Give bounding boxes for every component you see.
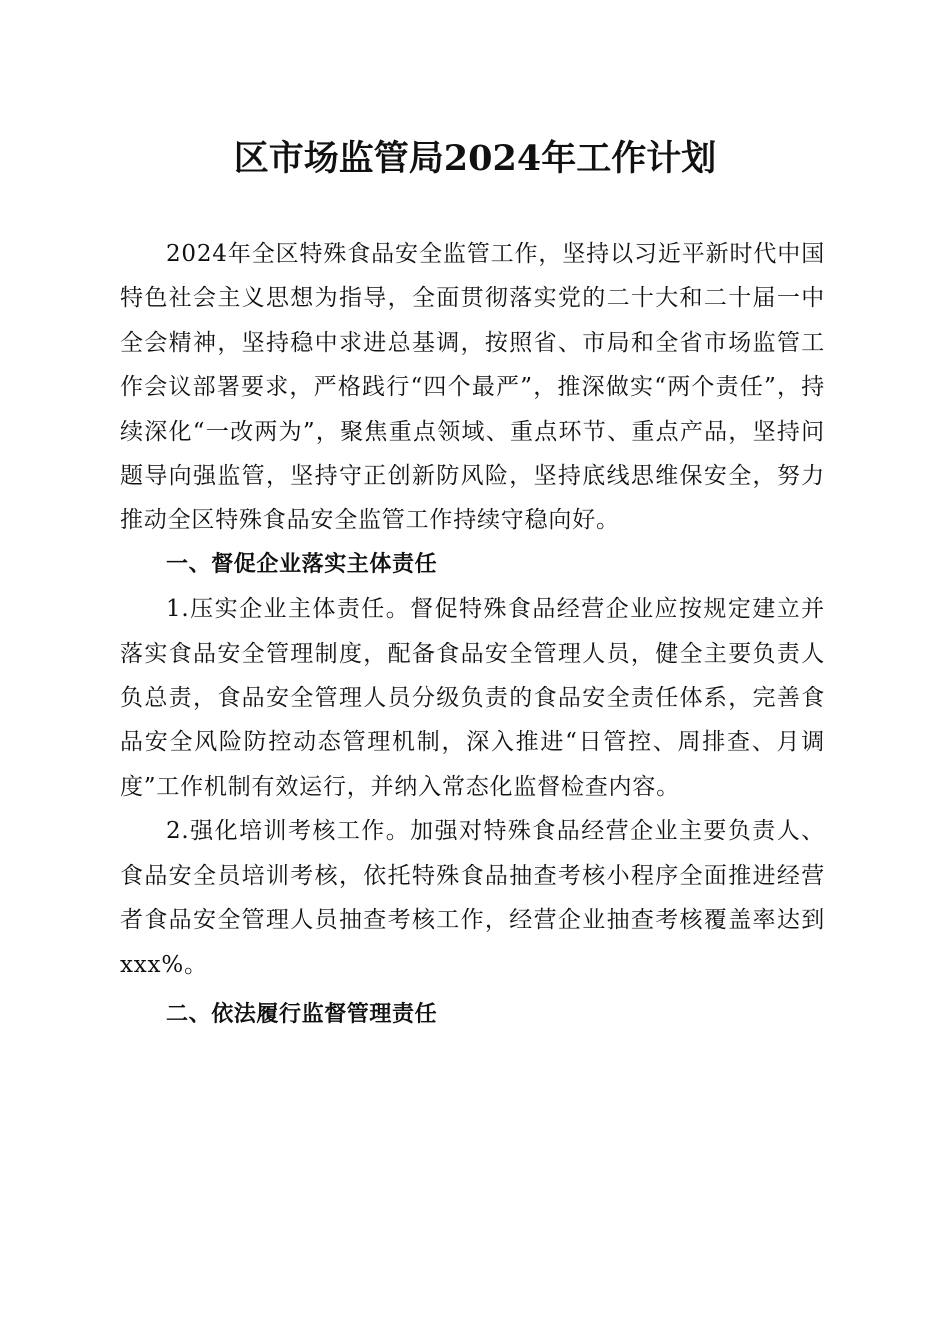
section-1-paragraph-2: 2.强化培训考核工作。加强对特殊食品经营企业主要负责人、食品安全员培训考核，依托特殊食品抽查考核小程序全面推进经营者食品安全管理人员抽查考核工作，经营企业抽查考核覆盖率达到xxx%。 (120, 818, 825, 978)
document-title: 区市场监管局2024年工作计划 (233, 138, 717, 179)
section-heading-1: 一、督促企业落实主体责任 (166, 551, 438, 577)
section-heading-2: 二、依法履行监督管理责任 (166, 1001, 438, 1027)
document-body (120, 232, 825, 1037)
section-1-paragraph-1: 1.压实企业主体责任。督促特殊食品经营企业应按规定建立并落实食品安全管理制度，配备食品安全管理人员，健全主要负责人负总责，食品安全管理人员分级负责的食品安全责任体系，完善食品安全风险防控动态管理机制，深入推进“日管控、周排查、月调度”工作机制有效运行，并纳入常态化监督检查内容。 (120, 596, 825, 800)
intro-paragraph: 2024年全区特殊食品安全监管工作，坚持以习近平新时代中国特色社会主义思想为指导，全面贯彻落实党的二十大和二十届一中全会精神，坚持稳中求进总基调，按照省、市局和全省市场监管工作会议部署要求，严格践行“四个最严”，推深做实“两个责任”，持续深化“一改两为”，聚焦重点领域、重点环节、重点产品，坚持问题导向强监管，坚持守正创新防风险，坚持底线思维保安全，努力推动全区特殊食品安全监管工作持续守稳向好。 (120, 241, 825, 534)
